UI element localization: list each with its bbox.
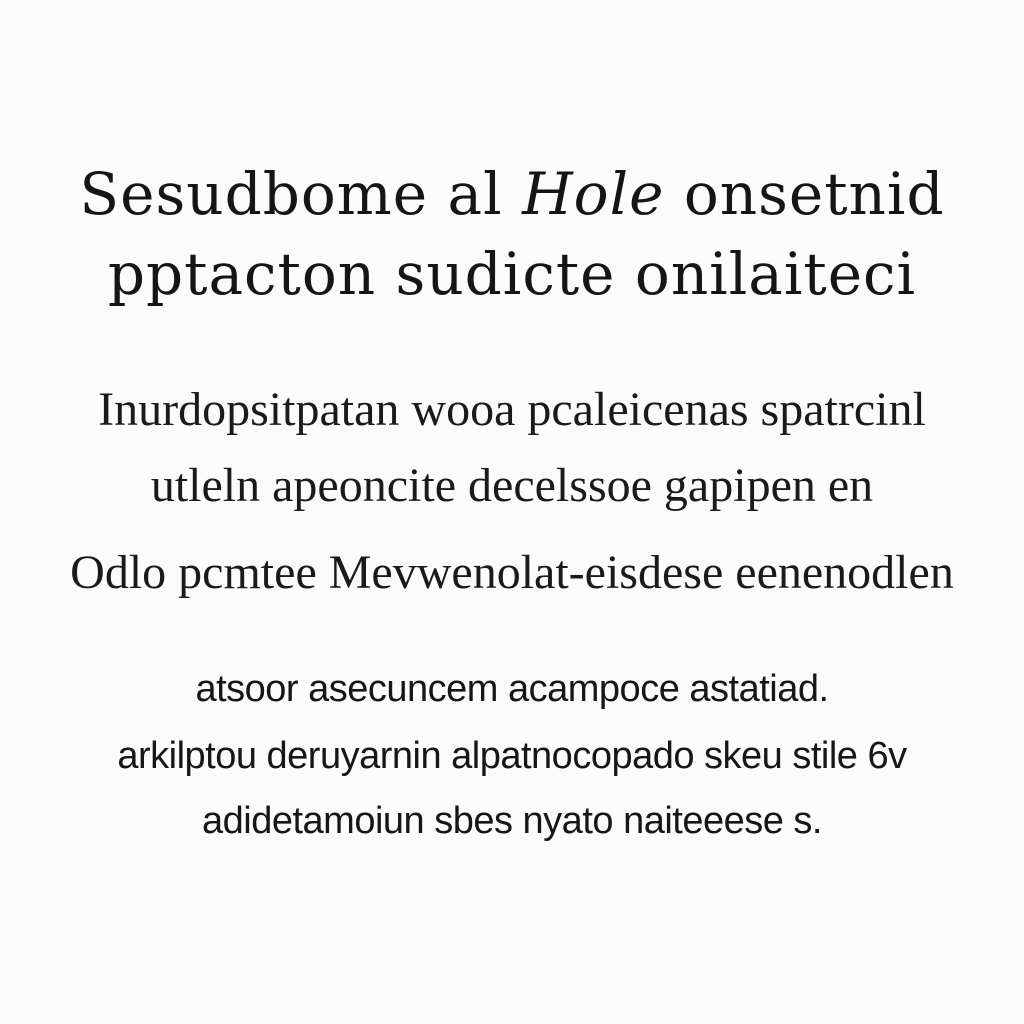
- document-title-line-1: [0, 160, 1024, 228]
- title-text-before: Sesudbome al: [79, 160, 523, 228]
- intro-line-1: Inurdopsitpatan wooa pcaleicenas spatrcinl: [98, 383, 926, 436]
- body-line-2: arkilptou deruyarnin alpatnocopado skeu stile 6v: [117, 735, 907, 777]
- body-line-1: atsoor asecuncem acampoce astatiad.: [195, 668, 829, 710]
- title-emphasis: Hole: [522, 160, 665, 228]
- body-line-3: adidetamoiun sbes nyato naiteeese s.: [202, 800, 822, 842]
- document-title-line-2: pptacton sudicte onilaiteci: [107, 240, 917, 308]
- title-text-after: onsetnid: [664, 160, 945, 228]
- intro-line-3: Odlo pcmtee Mevwenolat-eisdese eenenodlen: [70, 546, 954, 599]
- intro-line-2: utleln apeoncite decelssoe gapipen en: [150, 459, 874, 512]
